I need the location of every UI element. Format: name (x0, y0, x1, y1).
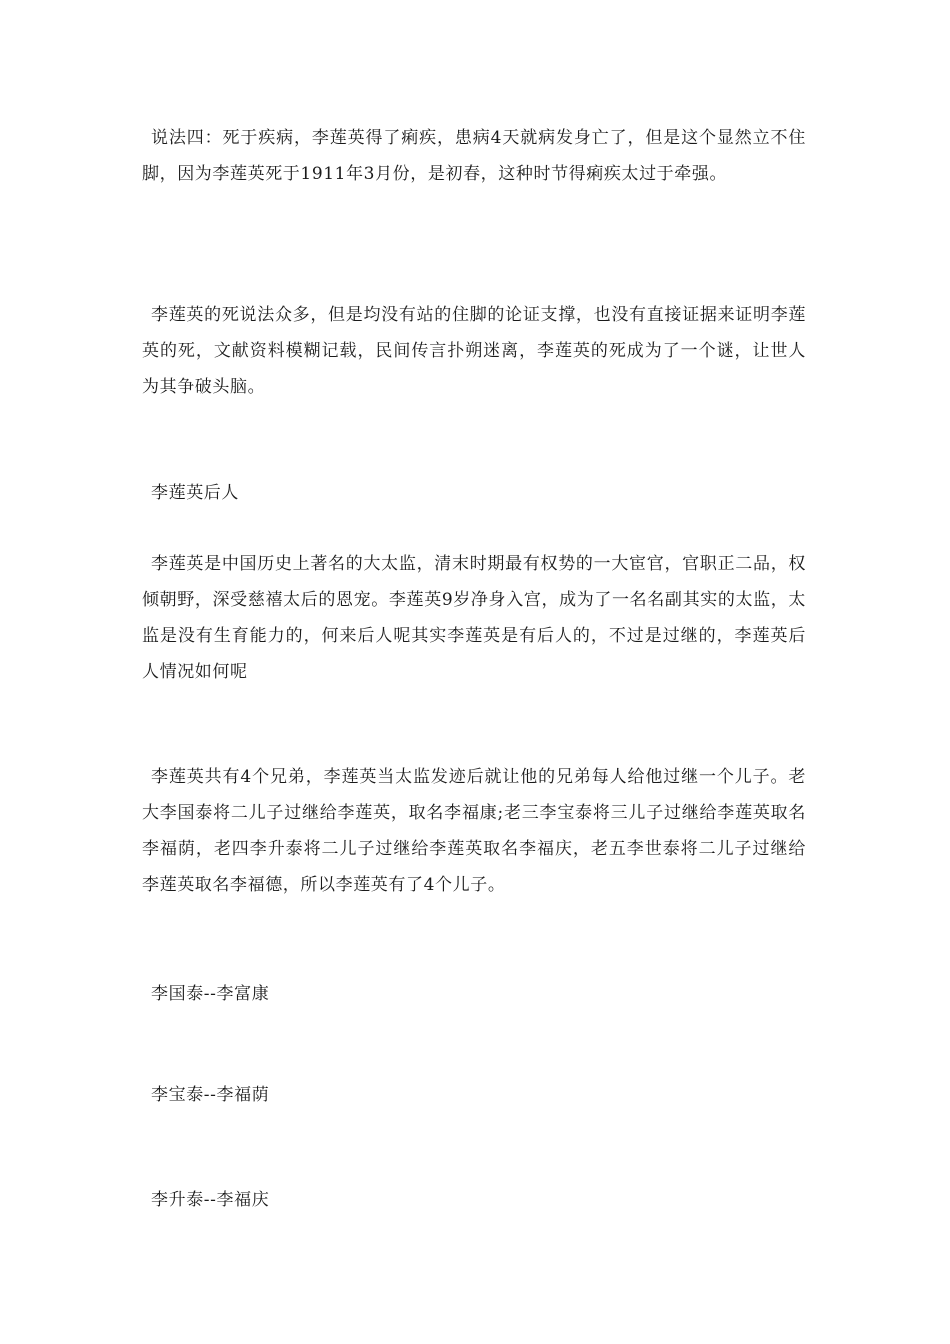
paragraph-death-mystery: 李莲英的死说法众多，但是均没有站的住脚的论证支撑，也没有直接证据来证明李莲英的死，文献资料模糊记载，民间传言扑朔迷离，李莲英的死成为了一个谜，让世人为其争破头脑。 (142, 305, 806, 397)
paragraph-death-theory-four: 说法四：死于疾病，李莲英得了痢疾，患病4天就病发身亡了，但是这个显然立不住脚，因为李莲英死于1911年3月份，是初春，这种时节得痢疾太过于牵强。 (142, 128, 806, 184)
paragraph-descendants-intro: 李莲英是中国历史上著名的大太监，清末时期最有权势的一大宦官，官职正二品，权倾朝野，深受慈禧太后的恩宠。李莲英9岁净身入宫，成为了一名名副其实的太监，太监是没有生育能力的，何来后人呢其实李莲英是有后人的，不过是过继的，李莲英后人情况如何呢 (142, 554, 806, 682)
list-item-li-baotai: 李宝泰--李福荫 (151, 1085, 270, 1105)
list-item-li-shengtai: 李升泰--李福庆 (151, 1190, 270, 1210)
section-heading-descendants: 李莲英后人 (151, 483, 239, 503)
list-item-li-guotai: 李国泰--李富康 (151, 984, 270, 1004)
paragraph-adopted-sons: 李莲英共有4个兄弟，李莲英当太监发迹后就让他的兄弟每人给他过继一个儿子。老大李国泰将二儿子过继给李莲英，取名李福康;老三李宝泰将三儿子过继给李莲英取名李福荫，老四李升泰将二儿子过继给李莲英取名李福庆，老五李世泰将二儿子过继给李莲英取名李福德，所以李莲英有了4个儿子。 (142, 767, 806, 895)
